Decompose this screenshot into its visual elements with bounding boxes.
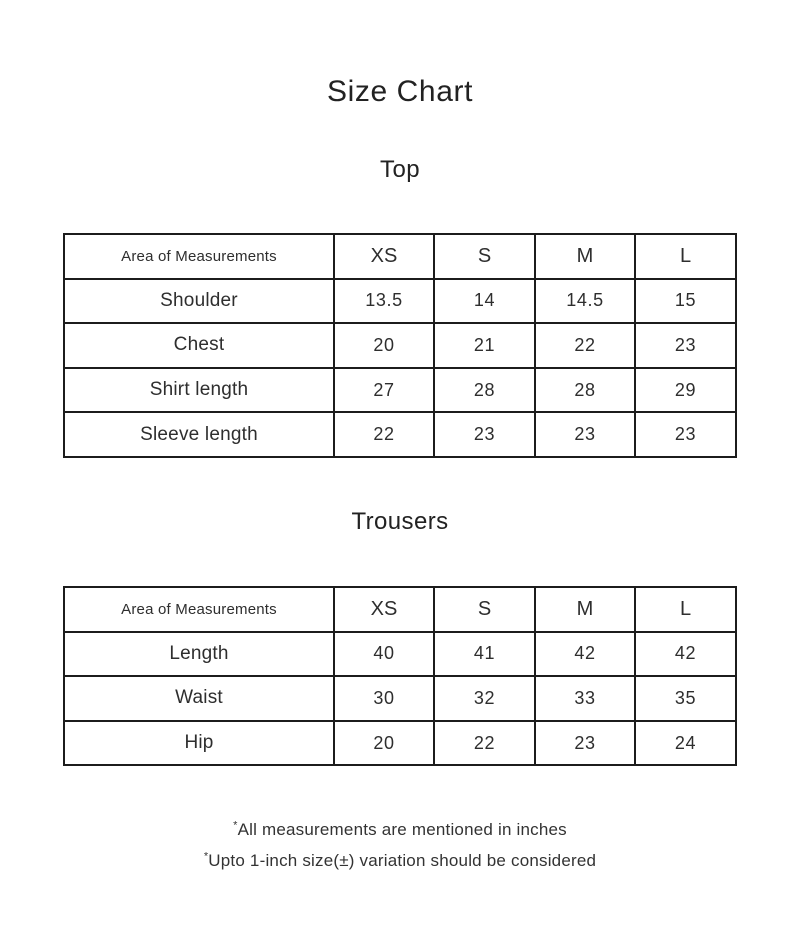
table-row-length (64, 632, 736, 677)
value-cell: 29 (635, 368, 736, 413)
asterisk-marker: * (203, 850, 209, 863)
header-cell-area: Area of Measurements (64, 587, 334, 632)
page-title: Size Chart (326, 75, 474, 108)
section-heading-top: Top (380, 156, 420, 183)
value-cell: 40 (334, 632, 434, 677)
header-cell-xs: XS (334, 234, 434, 279)
table-header-row (64, 234, 736, 279)
row-label-cell: Sleeve length (64, 412, 334, 457)
table-header-row (64, 587, 736, 632)
table-row-sleeve-length (64, 412, 736, 457)
value-cell: 22 (535, 323, 635, 368)
value-cell: 42 (635, 632, 736, 677)
footnotes (0, 814, 800, 876)
value-cell: 23 (635, 323, 736, 368)
header-cell-xs: XS (334, 587, 434, 632)
table-row-hip (64, 721, 736, 766)
table-row-shirt-length (64, 368, 736, 413)
value-cell: 42 (535, 632, 635, 677)
value-cell: 28 (434, 368, 535, 413)
row-label-cell: Waist (64, 676, 334, 721)
footnote-inches (0, 814, 800, 845)
value-cell: 22 (334, 412, 434, 457)
value-cell: 14.5 (535, 279, 635, 324)
size-table-trousers (63, 586, 737, 766)
size-table-top (63, 233, 737, 458)
value-cell: 32 (434, 676, 535, 721)
value-cell: 35 (635, 676, 736, 721)
section-heading-trousers: Trousers (351, 507, 449, 535)
header-cell-s: S (434, 587, 535, 632)
value-cell: 27 (334, 368, 434, 413)
value-cell: 24 (635, 721, 736, 766)
value-cell: 23 (535, 412, 635, 457)
header-cell-m: M (535, 587, 635, 632)
value-cell: 41 (434, 632, 535, 677)
row-label-cell: Shoulder (64, 279, 334, 324)
header-cell-l: L (635, 234, 736, 279)
header-cell-m: M (535, 234, 635, 279)
value-cell: 23 (635, 412, 736, 457)
asterisk-marker: * (233, 819, 238, 832)
footnote-variation (0, 845, 800, 876)
row-label-cell: Hip (64, 721, 334, 766)
table-row-shoulder (64, 279, 736, 324)
table-row-waist (64, 676, 736, 721)
row-label-cell: Length (64, 632, 334, 677)
header-cell-area: Area of Measurements (64, 234, 334, 279)
footnote-text: Upto 1-inch size(±) variation should be considered (208, 851, 597, 871)
header-cell-l: L (635, 587, 736, 632)
value-cell: 15 (635, 279, 736, 324)
value-cell: 21 (434, 323, 535, 368)
value-cell: 20 (334, 323, 434, 368)
row-label-cell: Chest (64, 323, 334, 368)
row-label-cell: Shirt length (64, 368, 334, 413)
value-cell: 22 (434, 721, 535, 766)
value-cell: 30 (334, 676, 434, 721)
value-cell: 23 (535, 721, 635, 766)
footnote-text: All measurements are mentioned in inches (237, 820, 567, 840)
value-cell: 23 (434, 412, 535, 457)
value-cell: 33 (535, 676, 635, 721)
header-cell-s: S (434, 234, 535, 279)
value-cell: 28 (535, 368, 635, 413)
value-cell: 20 (334, 721, 434, 766)
value-cell: 13.5 (334, 279, 434, 324)
table-row-chest (64, 323, 736, 368)
value-cell: 14 (434, 279, 535, 324)
